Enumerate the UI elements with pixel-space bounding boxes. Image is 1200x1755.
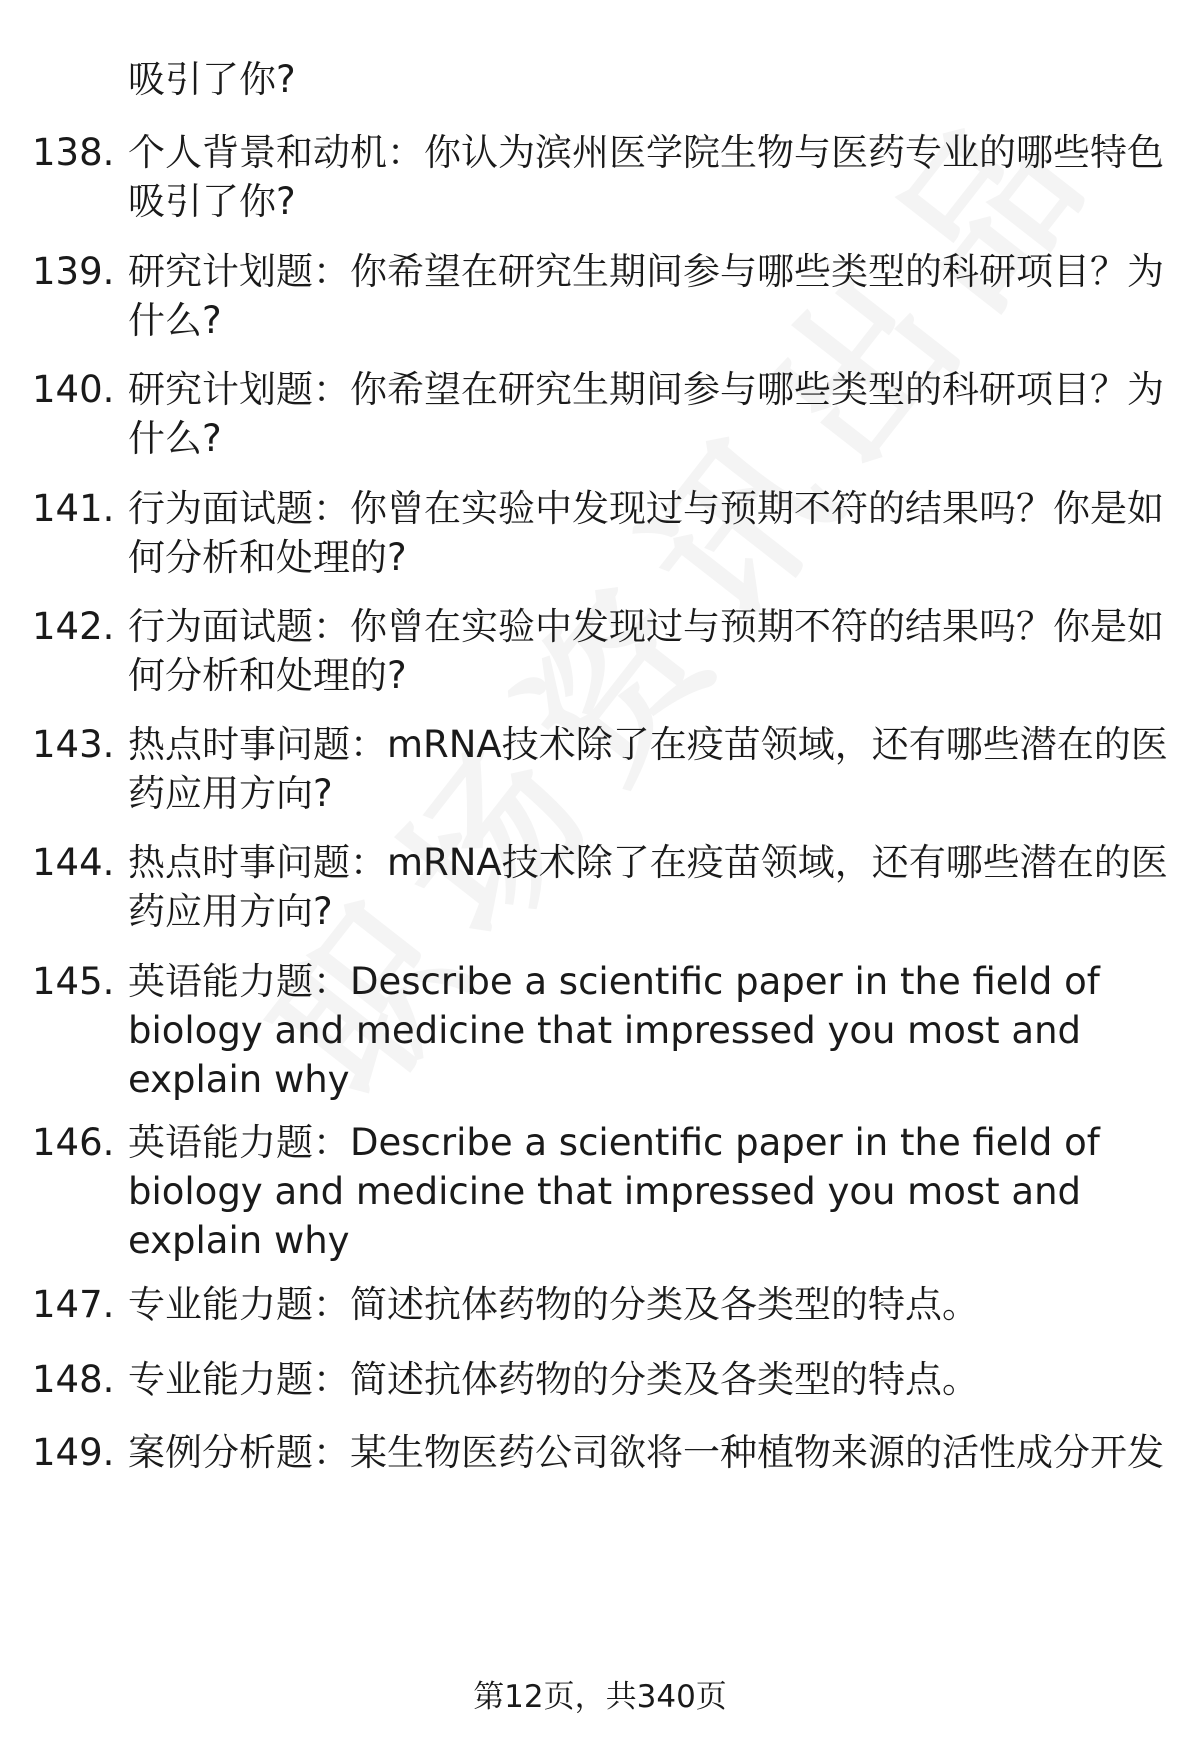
question-number: 142. bbox=[32, 605, 115, 648]
question-text: 研究计划题：你希望在研究生期间参与哪些类型的科研项目？为什么? bbox=[128, 368, 1164, 460]
question-text: 行为面试题：你曾在实验中发现过与预期不符的结果吗？你是如何分析和处理的? bbox=[128, 605, 1164, 697]
question-text: 案例分析题：某生物医药公司欲将一种植物来源的活性成分开发 bbox=[128, 1431, 1164, 1474]
question-number: 146. bbox=[32, 1121, 115, 1164]
question-number: 144. bbox=[32, 841, 115, 884]
question-text: 吸引了你? bbox=[128, 58, 296, 101]
question-number: 141. bbox=[32, 487, 115, 530]
question-text: 英语能力题：Describe a scientific paper in the field of biology and medicine that impressed you most and explain why bbox=[128, 1121, 1100, 1262]
page-footer: 第12页，共340页 bbox=[473, 1679, 727, 1715]
question-text: 英语能力题：Describe a scientific paper in the field of biology and medicine that impressed you most and explain why bbox=[128, 960, 1100, 1101]
question-text: 热点时事问题：mRNA技术除了在疫苗领域，还有哪些潜在的医药应用方向? bbox=[128, 841, 1168, 933]
question-number: 138. bbox=[32, 131, 115, 174]
question-text: 个人背景和动机：你认为滨州医学院生物与医药专业的哪些特色吸引了你? bbox=[128, 131, 1164, 223]
question-text: 行为面试题：你曾在实验中发现过与预期不符的结果吗？你是如何分析和处理的? bbox=[128, 487, 1164, 579]
question-number: 145. bbox=[32, 960, 115, 1003]
question-number: 147. bbox=[32, 1283, 115, 1326]
question-text: 专业能力题：简述抗体药物的分类及各类型的特点。 bbox=[128, 1358, 979, 1401]
question-text: 研究计划题：你希望在研究生期间参与哪些类型的科研项目？为什么? bbox=[128, 250, 1164, 342]
question-number: 139. bbox=[32, 250, 115, 293]
question-text: 热点时事问题：mRNA技术除了在疫苗领域，还有哪些潜在的医药应用方向? bbox=[128, 723, 1168, 815]
question-text: 专业能力题：简述抗体药物的分类及各类型的特点。 bbox=[128, 1283, 979, 1326]
question-number: 140. bbox=[32, 368, 115, 411]
question-number: 148. bbox=[32, 1358, 115, 1401]
question-number: 143. bbox=[32, 723, 115, 766]
question-number: 149. bbox=[32, 1431, 115, 1474]
